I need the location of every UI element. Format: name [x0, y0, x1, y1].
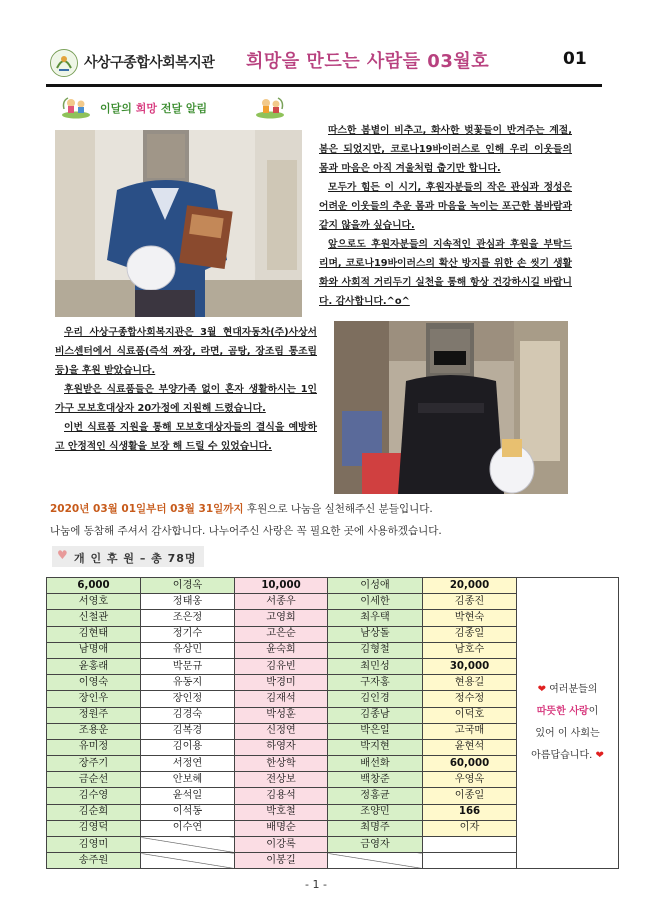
side-note-line1: 여러분들의: [549, 684, 598, 696]
banner-highlight: 희망: [135, 102, 157, 115]
banner-prefix: 이달의: [100, 102, 136, 115]
intro-text: [319, 121, 572, 311]
donor-cell: 윤현석: [423, 739, 517, 755]
donor-cell: 박지현: [328, 739, 423, 755]
donor-cell: 이석동: [141, 804, 235, 820]
donor-cell: 한상학: [235, 756, 328, 772]
donor-cell: 우영옥: [423, 772, 517, 788]
empty-cell: [328, 853, 423, 869]
donor-cell: 김복경: [141, 723, 235, 739]
donor-cell: 김종진: [423, 594, 517, 610]
banner-suffix: 전달 알림: [156, 102, 208, 115]
heart-icon: ♥: [57, 548, 68, 562]
donor-cell: 이자: [423, 820, 517, 836]
donor-table: [46, 577, 619, 869]
intro-paragraph-3: 앞으로도 후원자분들의 지속적인 관심과 후원을 부탁드리며, 코로나19바이러스의 확산 방지를 위한 손 씻기 생활화와 사회적 거리두기 실천을 통해 항상 건강하시길 바랍니다. 감사합니다.^o^: [319, 239, 572, 307]
donor-cell: 최우택: [328, 610, 423, 626]
donor-cell: 김종남: [328, 707, 423, 723]
donor-cell: 전상보: [235, 772, 328, 788]
donor-cell: 김용석: [235, 788, 328, 804]
donor-cell: 이경옥: [141, 578, 235, 594]
donor-cell: 김영미: [47, 837, 141, 853]
side-note-line4: 아름답습니다.: [531, 750, 593, 762]
donor-cell: 서종우: [235, 594, 328, 610]
donor-cell: 하영자: [235, 739, 328, 755]
donor-cell: 김재석: [235, 691, 328, 707]
empty-cell: [141, 853, 235, 869]
donor-cell: 김이용: [141, 739, 235, 755]
side-note-line2: 이: [588, 706, 599, 718]
story-paragraph-2: 후원받은 식료품들은 부양가족 없이 혼자 생활하시는 1인 가구 모보호대상자 20가정에 지원해 드렸습니다.: [55, 384, 317, 414]
period-dates: 2020년 03월 01일부터 03월 31일까지: [50, 503, 244, 515]
donor-cell: 정기수: [141, 626, 235, 642]
donor-cell: 김수영: [47, 788, 141, 804]
heart-icon: ❤: [537, 684, 550, 696]
donor-cell: 유미정: [47, 739, 141, 755]
donor-cell: 백창준: [328, 772, 423, 788]
donor-cell: 송주원: [47, 853, 141, 869]
donor-cell: 최민성: [328, 658, 423, 674]
donor-cell: 안보혜: [141, 772, 235, 788]
donor-cell: 장인정: [141, 691, 235, 707]
empty-cell: [423, 837, 517, 853]
donor-cell: 정홍균: [328, 788, 423, 804]
donor-cell: 김영덕: [47, 820, 141, 836]
donor-cell: 신정연: [235, 723, 328, 739]
donor-cell: 박성훈: [235, 707, 328, 723]
donor-cell: 금영자: [328, 837, 423, 853]
donor-cell: 조은정: [141, 610, 235, 626]
donor-cell: 김경숙: [141, 707, 235, 723]
donor-cell: 윤석일: [141, 788, 235, 804]
donor-cell: 이종일: [423, 788, 517, 804]
donor-cell: 20,000: [423, 578, 517, 594]
donor-cell: 구자홍: [328, 675, 423, 691]
donor-cell: 6,000: [47, 578, 141, 594]
intro-paragraph-2: 모두가 힘든 이 시기, 후원자분들의 작은 관심과 정성은 어려운 이웃들의 추운 몸과 마음을 녹이는 포근한 봄바람과 같지 않을까 싶습니다.: [319, 182, 572, 231]
donor-cell: 김순희: [47, 804, 141, 820]
donor-side-note-cell: [517, 578, 619, 869]
donor-cell: 이성애: [328, 578, 423, 594]
donor-cell: 이세한: [328, 594, 423, 610]
heart-icon: ❤: [592, 750, 604, 762]
donor-cell: 166: [423, 804, 517, 820]
donor-cell: 박경미: [235, 675, 328, 691]
donor-cell: 배선화: [328, 756, 423, 772]
donor-cell: 김현태: [47, 626, 141, 642]
logo-emblem: [50, 49, 78, 77]
donor-cell: 김유빈: [235, 658, 328, 674]
donor-cell: 정수정: [423, 691, 517, 707]
kid-right-icon: [254, 95, 286, 119]
story-paragraph-1: 우리 사상구종합사회복지관은 3월 현대자동차(주)사상서비스센터에서 식료품(즉석 짜장, 라면, 곰탕, 장조림 통조림 등)을 후원 받았습니다.: [55, 327, 317, 376]
donor-cell: 윤홍래: [47, 658, 141, 674]
donor-cell: 서정연: [141, 756, 235, 772]
donor-cell: 김형철: [328, 642, 423, 658]
donor-cell: 60,000: [423, 756, 517, 772]
donor-cell: 금순선: [47, 772, 141, 788]
empty-cell: [423, 853, 517, 869]
donation-story-text: [55, 323, 317, 456]
donor-cell: 이덕호: [423, 707, 517, 723]
table-row: [47, 578, 619, 594]
donor-cell: 정태옹: [141, 594, 235, 610]
donor-cell: 장주기: [47, 756, 141, 772]
donor-cell: 30,000: [423, 658, 517, 674]
donation-period: [50, 501, 433, 516]
section-banner: [60, 95, 286, 121]
thanks-message: 나눔에 동참해 주셔서 감사합니다. 나누어주신 사랑은 꼭 필요한 곳에 사용하겠습니다.: [50, 525, 442, 537]
footer-page-number: - 1 -: [305, 878, 327, 891]
org-name: 사상구종합사회복지관: [84, 55, 215, 71]
donor-heading-text: 개 인 후 원 – 총 78명: [74, 552, 197, 565]
donor-cell: 이수연: [141, 820, 235, 836]
donor-cell: 고영희: [235, 610, 328, 626]
donor-cell: 조용운: [47, 723, 141, 739]
donor-cell: 박은일: [328, 723, 423, 739]
kid-left-icon: [60, 95, 92, 119]
donor-cell: 고국매: [423, 723, 517, 739]
donor-cell: 윤숙희: [235, 642, 328, 658]
donor-cell: 박현숙: [423, 610, 517, 626]
donor-cell: 남호수: [423, 642, 517, 658]
donor-cell: 배명순: [235, 820, 328, 836]
donor-cell: 조양민: [328, 804, 423, 820]
donor-cell: 박호철: [235, 804, 328, 820]
donor-cell: 신철관: [47, 610, 141, 626]
donor-cell: 정원주: [47, 707, 141, 723]
donor-cell: 서영호: [47, 594, 141, 610]
intro-paragraph-1: 따스한 봄볕이 비추고, 화사한 벚꽃들이 반겨주는 계절, 봄은 되었지만, 코로나19바이러스로 인해 우리 이웃들의 몸과 마음은 아직 겨울처럼 춥기만 합니다.: [319, 125, 572, 174]
donor-cell: 고은순: [235, 626, 328, 642]
donor-cell: 남명애: [47, 642, 141, 658]
side-note-warm: 따뜻한 사랑: [536, 706, 589, 718]
individual-donor-heading: [52, 546, 204, 567]
issue-page-number: 01: [563, 49, 587, 69]
donor-cell: 유동지: [141, 675, 235, 691]
donor-cell: 현용길: [423, 675, 517, 691]
page-header: [46, 42, 602, 86]
donor-cell: 이봉길: [235, 853, 328, 869]
donor-cell: 김종일: [423, 626, 517, 642]
period-text: 후원으로 나눔을 실천해주신 분들입니다.: [243, 503, 433, 515]
photo-donation-recipient-2: [334, 321, 568, 494]
banner-title: [100, 100, 207, 116]
donor-cell: 10,000: [235, 578, 328, 594]
donor-side-note: [523, 679, 613, 767]
donor-cell: 유상민: [141, 642, 235, 658]
donor-cell: 이강록: [235, 837, 328, 853]
donor-cell: 남상돌: [328, 626, 423, 642]
newsletter-title: 희망을 만드는 사람들 03월호: [246, 51, 490, 72]
header-rule: [46, 84, 602, 87]
donor-cell: 이영숙: [47, 675, 141, 691]
side-note-line3: 있어 이 사회는: [535, 728, 600, 740]
photo-donation-recipient-1: [55, 130, 302, 317]
donor-cell: 김인경: [328, 691, 423, 707]
donor-cell: 박문규: [141, 658, 235, 674]
donor-cell: 장인우: [47, 691, 141, 707]
donor-cell: 최명주: [328, 820, 423, 836]
story-paragraph-3: 이번 식료품 지원을 통해 모보호대상자들의 결식을 예방하고 안정적인 식생활을 보장 해 드릴 수 있었습니다.: [55, 422, 317, 452]
empty-cell: [141, 837, 235, 853]
